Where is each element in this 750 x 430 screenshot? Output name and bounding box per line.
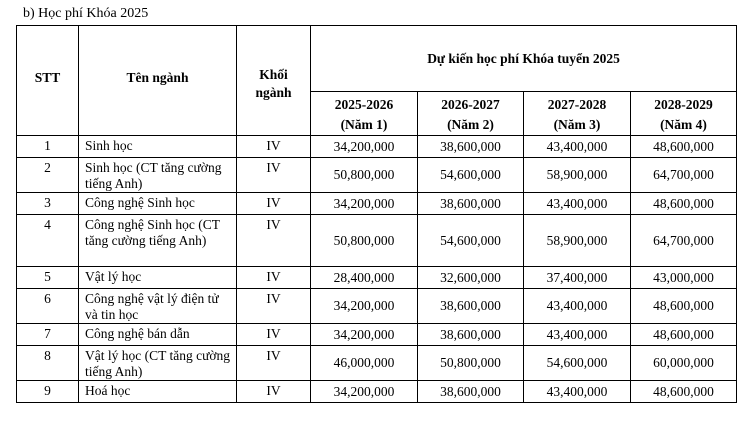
header-group	[237, 26, 311, 136]
table-row	[17, 289, 737, 324]
row-fee-year-2: 50,800,000	[418, 346, 524, 381]
row-fee-year-1: 28,400,000	[311, 267, 418, 289]
row-fee-year-4: 48,600,000	[631, 381, 737, 403]
row-group: IV	[237, 324, 311, 346]
row-group: IV	[237, 381, 311, 403]
row-major-name: Vật lý học (CT tăng cường tiếng Anh)	[79, 346, 237, 381]
row-stt: 2	[17, 158, 79, 193]
row-major-name: Công nghệ vật lý điện tử và tin học	[79, 289, 237, 324]
year-label: (Năm 2)	[447, 117, 494, 132]
row-major-name: Sinh học	[79, 136, 237, 158]
row-stt: 9	[17, 381, 79, 403]
row-stt: 3	[17, 193, 79, 215]
table-row	[17, 193, 737, 215]
row-major-name: Vật lý học	[79, 267, 237, 289]
header-group-line1: Khối	[259, 67, 288, 82]
year-label: (Năm 4)	[660, 117, 707, 132]
header-stt: STT	[17, 26, 79, 136]
row-fee-year-4: 48,600,000	[631, 193, 737, 215]
row-fee-year-4: 60,000,000	[631, 346, 737, 381]
row-fee-year-1: 46,000,000	[311, 346, 418, 381]
row-fee-year-1: 34,200,000	[311, 381, 418, 403]
header-year-2	[418, 92, 524, 136]
row-major-name: Công nghệ bán dẫn	[79, 324, 237, 346]
row-fee-year-3: 54,600,000	[524, 346, 631, 381]
row-group: IV	[237, 193, 311, 215]
table-row	[17, 381, 737, 403]
table-row	[17, 158, 737, 193]
row-group: IV	[237, 346, 311, 381]
row-group: IV	[237, 136, 311, 158]
row-fee-year-3: 43,400,000	[524, 381, 631, 403]
row-fee-year-4: 43,000,000	[631, 267, 737, 289]
table-row	[17, 346, 737, 381]
row-fee-year-3: 58,900,000	[524, 215, 631, 267]
table-row	[17, 324, 737, 346]
row-stt: 1	[17, 136, 79, 158]
row-major-name: Hoá học	[79, 381, 237, 403]
row-stt: 5	[17, 267, 79, 289]
row-fee-year-4: 64,700,000	[631, 158, 737, 193]
row-fee-year-4: 48,600,000	[631, 136, 737, 158]
header-year-3	[524, 92, 631, 136]
row-fee-year-3: 43,400,000	[524, 289, 631, 324]
row-major-name: Công nghệ Sinh học	[79, 193, 237, 215]
row-group: IV	[237, 289, 311, 324]
row-fee-year-1: 34,200,000	[311, 289, 418, 324]
row-fee-year-2: 38,600,000	[418, 381, 524, 403]
row-fee-year-1: 50,800,000	[311, 158, 418, 193]
row-fee-year-2: 54,600,000	[418, 158, 524, 193]
row-fee-year-2: 38,600,000	[418, 324, 524, 346]
year-range: 2026-2027	[441, 97, 500, 112]
row-fee-year-3: 43,400,000	[524, 324, 631, 346]
row-stt: 4	[17, 215, 79, 267]
header-fees-title: Dự kiến học phí Khóa tuyển 2025	[311, 26, 737, 92]
row-fee-year-4: 48,600,000	[631, 289, 737, 324]
header-major: Tên ngành	[79, 26, 237, 136]
row-major-name: Sinh học (CT tăng cường tiếng Anh)	[79, 158, 237, 193]
year-label: (Năm 1)	[340, 117, 388, 132]
row-fee-year-4: 48,600,000	[631, 324, 737, 346]
row-stt: 7	[17, 324, 79, 346]
row-fee-year-2: 32,600,000	[418, 267, 524, 289]
table-row	[17, 267, 737, 289]
tuition-table	[16, 25, 737, 403]
row-fee-year-1: 34,200,000	[311, 136, 418, 158]
row-group: IV	[237, 215, 311, 267]
row-fee-year-2: 38,600,000	[418, 289, 524, 324]
row-fee-year-3: 43,400,000	[524, 193, 631, 215]
row-stt: 8	[17, 346, 79, 381]
header-year-1	[311, 92, 418, 136]
year-range: 2027-2028	[547, 97, 607, 112]
row-fee-year-4: 64,700,000	[631, 215, 737, 267]
year-range: 2028-2029	[654, 97, 713, 112]
row-group: IV	[237, 267, 311, 289]
row-fee-year-1: 34,200,000	[311, 193, 418, 215]
row-fee-year-3: 43,400,000	[524, 136, 631, 158]
header-group-line2: ngành	[255, 85, 292, 100]
row-fee-year-3: 58,900,000	[524, 158, 631, 193]
row-fee-year-1: 50,800,000	[311, 215, 418, 267]
header-year-4	[631, 92, 737, 136]
row-fee-year-3: 37,400,000	[524, 267, 631, 289]
row-fee-year-2: 38,600,000	[418, 136, 524, 158]
table-row	[17, 215, 737, 267]
table-row	[17, 136, 737, 158]
row-fee-year-2: 38,600,000	[418, 193, 524, 215]
row-group: IV	[237, 158, 311, 193]
year-range: 2025-2026	[334, 97, 394, 112]
row-fee-year-1: 34,200,000	[311, 324, 418, 346]
row-fee-year-2: 54,600,000	[418, 215, 524, 267]
row-major-name: Công nghệ Sinh học (CT tăng cường tiếng Anh)	[79, 215, 237, 267]
row-stt: 6	[17, 289, 79, 324]
year-label: (Năm 3)	[553, 117, 601, 132]
table-caption: b) Học phí Khóa 2025	[23, 6, 149, 21]
